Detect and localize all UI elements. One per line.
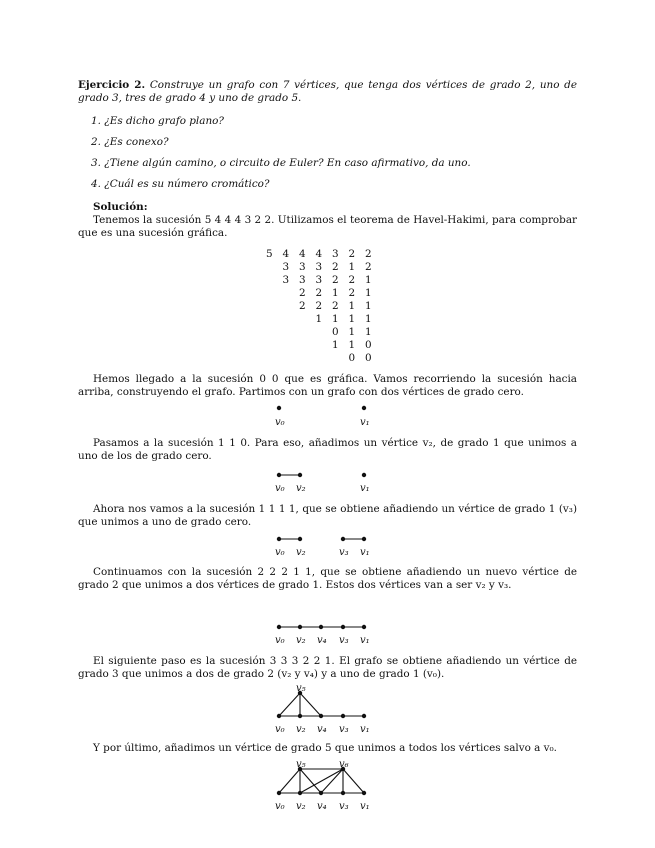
table-cell: 1 <box>331 339 339 351</box>
vertex-v2 <box>298 791 302 795</box>
step-paragraph-4: Continuamos con la sucesión 2 2 2 1 1, que se obtiene añadiendo un nuevo vértice de grado 2 que unimos a dos vértices de grado 1. Estos dos vértices van a ser v₂ y v₃. <box>78 566 577 591</box>
label-v1: v₁ <box>360 724 370 735</box>
label-v0: v₀ <box>275 724 285 735</box>
table-cell: 1 <box>364 313 372 325</box>
table-cell: 1 <box>331 287 339 299</box>
table-cell: 0 <box>331 326 339 338</box>
table-cell: 0 <box>364 339 372 351</box>
label-v3: v₃ <box>339 724 349 735</box>
vertex-v3 <box>341 714 345 718</box>
table-cell: 3 <box>315 274 323 286</box>
label-v0: v₀ <box>275 635 285 646</box>
vertex-v4 <box>319 714 323 718</box>
question-3: 3. ¿Tiene algún camino, o circuito de Euler? En caso afirmativo, da uno. <box>91 157 471 169</box>
table-cell: 2 <box>315 300 323 312</box>
edge-v5-v4 <box>300 693 321 716</box>
table-cell: 1 <box>348 300 356 312</box>
exercise-title: Ejercicio 2. <box>78 79 146 91</box>
graph-figure-3 <box>275 537 370 558</box>
label-v3: v₃ <box>339 547 349 558</box>
table-cell: 3 <box>331 248 339 260</box>
vertex-v2 <box>298 714 302 718</box>
table-cell: 3 <box>315 261 323 273</box>
table-cell: 5 <box>265 248 273 260</box>
table-cell: 3 <box>282 261 290 273</box>
table-cell: 4 <box>298 248 306 260</box>
graph-figure-1 <box>275 406 370 428</box>
vertex-v1 <box>362 406 366 410</box>
edge-v5-v4 <box>300 769 321 793</box>
table-cell: 2 <box>364 261 372 273</box>
label-v2: v₂ <box>296 801 306 812</box>
edge-v5-v0 <box>279 693 300 716</box>
table-cell: 2 <box>348 287 356 299</box>
table-cell: 1 <box>331 313 339 325</box>
label-v4: v₄ <box>317 724 327 735</box>
table-cell: 3 <box>298 274 306 286</box>
step-paragraph-5: El siguiente paso es la sucesión 3 3 3 2 2 1. El grafo se obtiene añadiendo un vértice de grado 3 que unimos a dos de grado 2 (v₂ y v₄) y a uno de grado 1 (v₀). <box>78 655 577 680</box>
table-cell: 0 <box>348 352 356 364</box>
vertex-v1 <box>362 791 366 795</box>
step-paragraph-6: Y por último, añadimos un vértice de grado 5 que unimos a todos los vértices salvo a v₀. <box>93 742 557 754</box>
edge-v6-v2 <box>300 769 343 793</box>
question-1: 1. ¿Es dicho grafo plano? <box>91 115 224 127</box>
table-cell: 2 <box>348 274 356 286</box>
vertex-v1 <box>362 714 366 718</box>
label-v6: v₆ <box>339 759 349 770</box>
vertex-v4 <box>319 791 323 795</box>
vertex-v2 <box>298 625 302 629</box>
table-cell: 2 <box>331 261 339 273</box>
step-paragraph-1: Hemos llegado a la sucesión 0 0 que es gráfica. Vamos recorriendo la sucesión hacia arriba, construyendo el grafo. Partimos con un grafo con dos vértices de grado cero. <box>78 373 577 398</box>
table-cell: 3 <box>282 274 290 286</box>
label-v2: v₂ <box>296 547 306 558</box>
label-v0: v₀ <box>275 547 285 558</box>
label-v1: v₁ <box>360 801 370 812</box>
vertex-v0 <box>277 537 281 541</box>
table-cell: 2 <box>315 287 323 299</box>
table-cell: 2 <box>348 248 356 260</box>
label-v5: v₅ <box>296 683 306 694</box>
label-v4: v₄ <box>317 635 327 646</box>
table-cell: 1 <box>364 274 372 286</box>
table-cell: 1 <box>364 300 372 312</box>
label-v1: v₁ <box>360 417 370 428</box>
exercise-text: Construye un grafo con 7 vértices, que tenga dos vértices de grado 2, uno de grado 3, tres de grado 4 y uno de grado 5. <box>78 79 577 104</box>
label-v2: v₂ <box>296 724 306 735</box>
vertex-v0 <box>277 791 281 795</box>
table-cell: 1 <box>348 339 356 351</box>
label-v3: v₃ <box>339 801 349 812</box>
table-cell: 1 <box>348 261 356 273</box>
edge-v6-v4 <box>321 769 343 793</box>
table-cell: 1 <box>364 326 372 338</box>
label-v0: v₀ <box>275 483 285 494</box>
vertex-v2 <box>298 473 302 477</box>
label-v1: v₁ <box>360 547 370 558</box>
table-cell: 1 <box>348 313 356 325</box>
solution-intro: Tenemos la sucesión 5 4 4 4 3 2 2. Utilizamos el teorema de Havel-Hakimi, para comprobar que es una sucesión gráfica. <box>78 214 577 239</box>
table-cell: 2 <box>331 300 339 312</box>
graph-figure-6 <box>275 759 370 812</box>
table-cell: 2 <box>298 287 306 299</box>
step-paragraph-3: Ahora nos vamos a la sucesión 1 1 1 1, que se obtiene añadiendo un vértice de grado 1 (v₃) que unimos a uno de grado cero. <box>78 503 577 528</box>
vertex-v1 <box>362 537 366 541</box>
table-cell: 1 <box>348 326 356 338</box>
table-cell: 4 <box>315 248 323 260</box>
graph-figure-2 <box>275 473 370 494</box>
table-cell: 3 <box>298 261 306 273</box>
label-v1: v₁ <box>360 635 370 646</box>
label-v3: v₃ <box>339 635 349 646</box>
vertex-v0 <box>277 714 281 718</box>
table-cell: 1 <box>315 313 323 325</box>
solution-heading: Solución: <box>93 201 148 213</box>
label-v1: v₁ <box>360 483 370 494</box>
question-4: 4. ¿Cuál es su número cromático? <box>91 178 270 190</box>
step-paragraph-2: Pasamos a la sucesión 1 1 0. Para eso, añadimos un vértice v₂, de grado 1 que unimos a uno de los de grado cero. <box>78 437 577 462</box>
vertex-v3 <box>341 791 345 795</box>
table-cell: 1 <box>364 287 372 299</box>
vertex-v0 <box>277 625 281 629</box>
edge-v5-v0 <box>279 769 300 793</box>
label-v4: v₄ <box>317 801 327 812</box>
label-v2: v₂ <box>296 483 306 494</box>
vertex-v3 <box>341 537 345 541</box>
vertex-v2 <box>298 537 302 541</box>
label-v0: v₀ <box>275 417 285 428</box>
table-cell: 2 <box>298 300 306 312</box>
label-v2: v₂ <box>296 635 306 646</box>
label-v0: v₀ <box>275 801 285 812</box>
label-v5: v₅ <box>296 759 306 770</box>
table-cell: 2 <box>331 274 339 286</box>
vertex-v0 <box>277 406 281 410</box>
vertex-v3 <box>341 625 345 629</box>
edge-v6-v1 <box>343 769 364 793</box>
graph-figure-5 <box>275 683 370 735</box>
graph-figure-4 <box>275 625 370 646</box>
vertex-v1 <box>362 473 366 477</box>
vertex-v1 <box>362 625 366 629</box>
question-2: 2. ¿Es conexo? <box>91 136 169 148</box>
table-cell: 4 <box>282 248 290 260</box>
table-cell: 2 <box>364 248 372 260</box>
vertex-v0 <box>277 473 281 477</box>
vertex-v4 <box>319 625 323 629</box>
table-cell: 0 <box>364 352 372 364</box>
